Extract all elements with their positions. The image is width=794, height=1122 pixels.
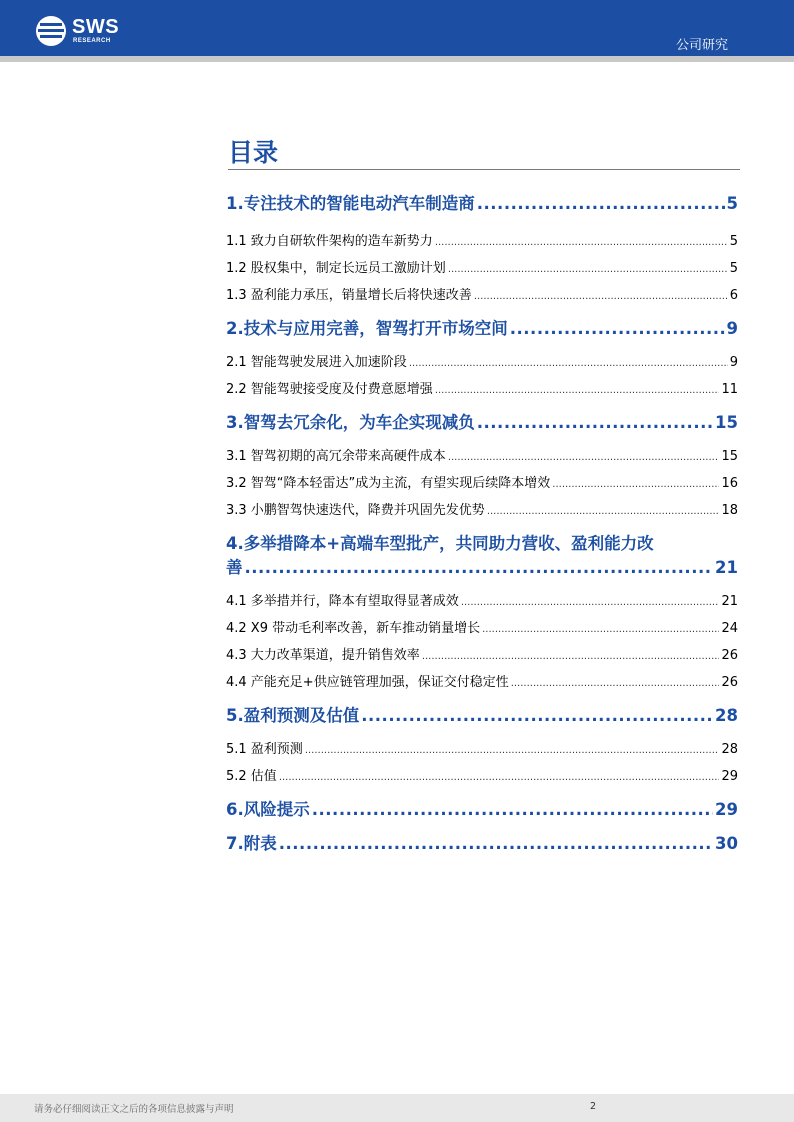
toc-entry-page: 5 bbox=[729, 261, 738, 276]
toc-chapter-entry[interactable] bbox=[226, 409, 738, 433]
toc-entry-page: 26 bbox=[721, 648, 738, 663]
toc-entry-text: 4.1 多举措并行，降本有望取得显著成效 bbox=[226, 594, 459, 609]
toc-chapter-entry[interactable] bbox=[226, 190, 738, 214]
toc-leader-dots bbox=[477, 413, 713, 432]
toc-leader-dots bbox=[448, 264, 728, 275]
footer-page-number: 2 bbox=[590, 1101, 597, 1112]
page-header bbox=[0, 0, 794, 56]
toc-entry-page: 5 bbox=[729, 234, 738, 249]
toc-entry-text: 3.3 小鹏智驾快速迭代，降费并巩固先发优势 bbox=[226, 503, 485, 518]
toc-entry-page: 5 bbox=[726, 194, 738, 213]
toc-leader-dots bbox=[245, 558, 714, 577]
toc-entry-page: 21 bbox=[715, 558, 738, 577]
toc-entry-page: 29 bbox=[721, 769, 738, 784]
toc-section-entry[interactable] bbox=[226, 765, 738, 784]
toc-section-entry[interactable] bbox=[226, 617, 738, 636]
toc-section-entry[interactable] bbox=[226, 230, 738, 249]
toc-entry-text: 3.1 智驾初期的高冗余带来高硬件成本 bbox=[226, 449, 446, 464]
toc-entry-text: 5.2 估值 bbox=[226, 769, 277, 784]
toc-section-entry[interactable] bbox=[226, 378, 738, 397]
toc-leader-dots bbox=[312, 800, 713, 819]
toc-entry-text: 1.3 盈利能力承压，销量增长后将快速改善 bbox=[226, 288, 472, 303]
toc-leader-dots bbox=[435, 237, 728, 248]
toc-section-entry[interactable] bbox=[226, 644, 738, 663]
toc-section-entry[interactable] bbox=[226, 738, 738, 757]
toc-entry-page: 24 bbox=[721, 621, 738, 636]
toc-section-entry[interactable] bbox=[226, 472, 738, 491]
toc-chapter-entry[interactable] bbox=[226, 530, 738, 578]
toc-entry-text: 2.1 智能驾驶发展进入加速阶段 bbox=[226, 355, 407, 370]
toc-entry-page: 29 bbox=[715, 800, 738, 819]
toc-entry-text: 3.2 智驾“降本轻雷达”成为主流，有望实现后续降本增效 bbox=[226, 476, 551, 491]
toc-entry-text: 1.2 股权集中，制定长远员工激励计划 bbox=[226, 261, 446, 276]
toc-entry-text: 6.风险提示 bbox=[226, 800, 310, 819]
toc-leader-dots bbox=[552, 479, 719, 490]
toc-leader-dots bbox=[510, 319, 725, 338]
report-type-label: 公司研究 bbox=[675, 38, 728, 53]
toc-entry-page: 26 bbox=[721, 675, 738, 690]
toc-entry-page: 16 bbox=[721, 476, 738, 491]
header-divider bbox=[0, 56, 794, 62]
toc-leader-dots bbox=[279, 772, 720, 783]
toc-entry-text: 1.1 致力自研软件架构的造车新势力 bbox=[226, 234, 433, 249]
toc-entry-text: 5.1 盈利预测 bbox=[226, 742, 303, 757]
toc-leader-dots bbox=[487, 506, 720, 517]
toc-chapter-entry[interactable] bbox=[226, 830, 738, 854]
toc-leader-dots bbox=[435, 385, 720, 396]
toc-section-entry[interactable] bbox=[226, 445, 738, 464]
toc-entry-text: 4.3 大力改革渠道，提升销售效率 bbox=[226, 648, 420, 663]
toc-entry-text: 4.2 X9 带动毛利率改善，新车推动销量增长 bbox=[226, 621, 481, 636]
toc-leader-dots bbox=[482, 624, 719, 635]
toc-entry-text: 5.盈利预测及估值 bbox=[226, 706, 360, 725]
toc-entry-page: 21 bbox=[721, 594, 738, 609]
sws-logo-icon bbox=[34, 14, 68, 48]
toc-entry-page: 11 bbox=[721, 382, 738, 397]
toc-section-entry[interactable] bbox=[226, 499, 738, 518]
toc-leader-dots bbox=[279, 834, 713, 853]
toc-entry-page: 9 bbox=[729, 355, 738, 370]
toc-leader-dots bbox=[474, 291, 728, 302]
toc-chapter-entry[interactable] bbox=[226, 702, 738, 726]
toc-entry-page: 30 bbox=[715, 834, 738, 853]
toc-entry-page: 9 bbox=[726, 319, 738, 338]
toc-entry-text: 3.智驾去冗余化，为车企实现减负 bbox=[226, 413, 475, 432]
toc-entry-page: 15 bbox=[715, 413, 738, 432]
toc-entry-page: 15 bbox=[721, 449, 738, 464]
toc-leader-dots bbox=[448, 452, 720, 463]
toc-chapter-entry[interactable] bbox=[226, 796, 738, 820]
logo-subtitle: RESEARCH bbox=[73, 38, 111, 44]
toc-title: 目录 bbox=[228, 138, 279, 167]
toc-leader-dots bbox=[511, 678, 720, 689]
toc-chapter-entry[interactable] bbox=[226, 315, 738, 339]
toc-entry-text: 善 bbox=[226, 558, 243, 577]
toc-section-entry[interactable] bbox=[226, 257, 738, 276]
toc-entry-text: 1.专注技术的智能电动汽车制造商 bbox=[226, 194, 475, 213]
toc-entry-text: 4.4 产能充足+供应链管理加强，保证交付稳定性 bbox=[226, 675, 509, 690]
toc-leader-dots bbox=[422, 651, 720, 662]
toc-leader-dots bbox=[361, 706, 713, 725]
toc-entry-text: 7.附表 bbox=[226, 834, 277, 853]
footer-disclaimer: 请务必仔细阅读正文之后的各项信息披露与声明 bbox=[34, 1104, 234, 1115]
toc-title-rule bbox=[228, 169, 740, 170]
toc-entry-text: 2.技术与应用完善，智驾打开市场空间 bbox=[226, 319, 508, 338]
toc-entry-page: 28 bbox=[715, 706, 738, 725]
toc-section-entry[interactable] bbox=[226, 351, 738, 370]
toc-leader-dots bbox=[477, 194, 725, 213]
toc-leader-dots bbox=[409, 358, 728, 369]
toc-entry-text: 2.2 智能驾驶接受度及付费意愿增强 bbox=[226, 382, 433, 397]
toc-leader-dots bbox=[305, 745, 720, 756]
toc-entry-text: 4.多举措降本+高端车型批产，共同助力营收、盈利能力改 bbox=[226, 534, 654, 553]
logo-wordmark: SWS bbox=[72, 16, 120, 38]
toc-entry-page: 18 bbox=[721, 503, 738, 518]
toc-section-entry[interactable] bbox=[226, 590, 738, 609]
toc-entry-page: 6 bbox=[729, 288, 738, 303]
toc-section-entry[interactable] bbox=[226, 284, 738, 303]
toc-section-entry[interactable] bbox=[226, 671, 738, 690]
toc-leader-dots bbox=[461, 597, 720, 608]
table-of-contents bbox=[226, 190, 738, 854]
toc-entry-page: 28 bbox=[721, 742, 738, 757]
